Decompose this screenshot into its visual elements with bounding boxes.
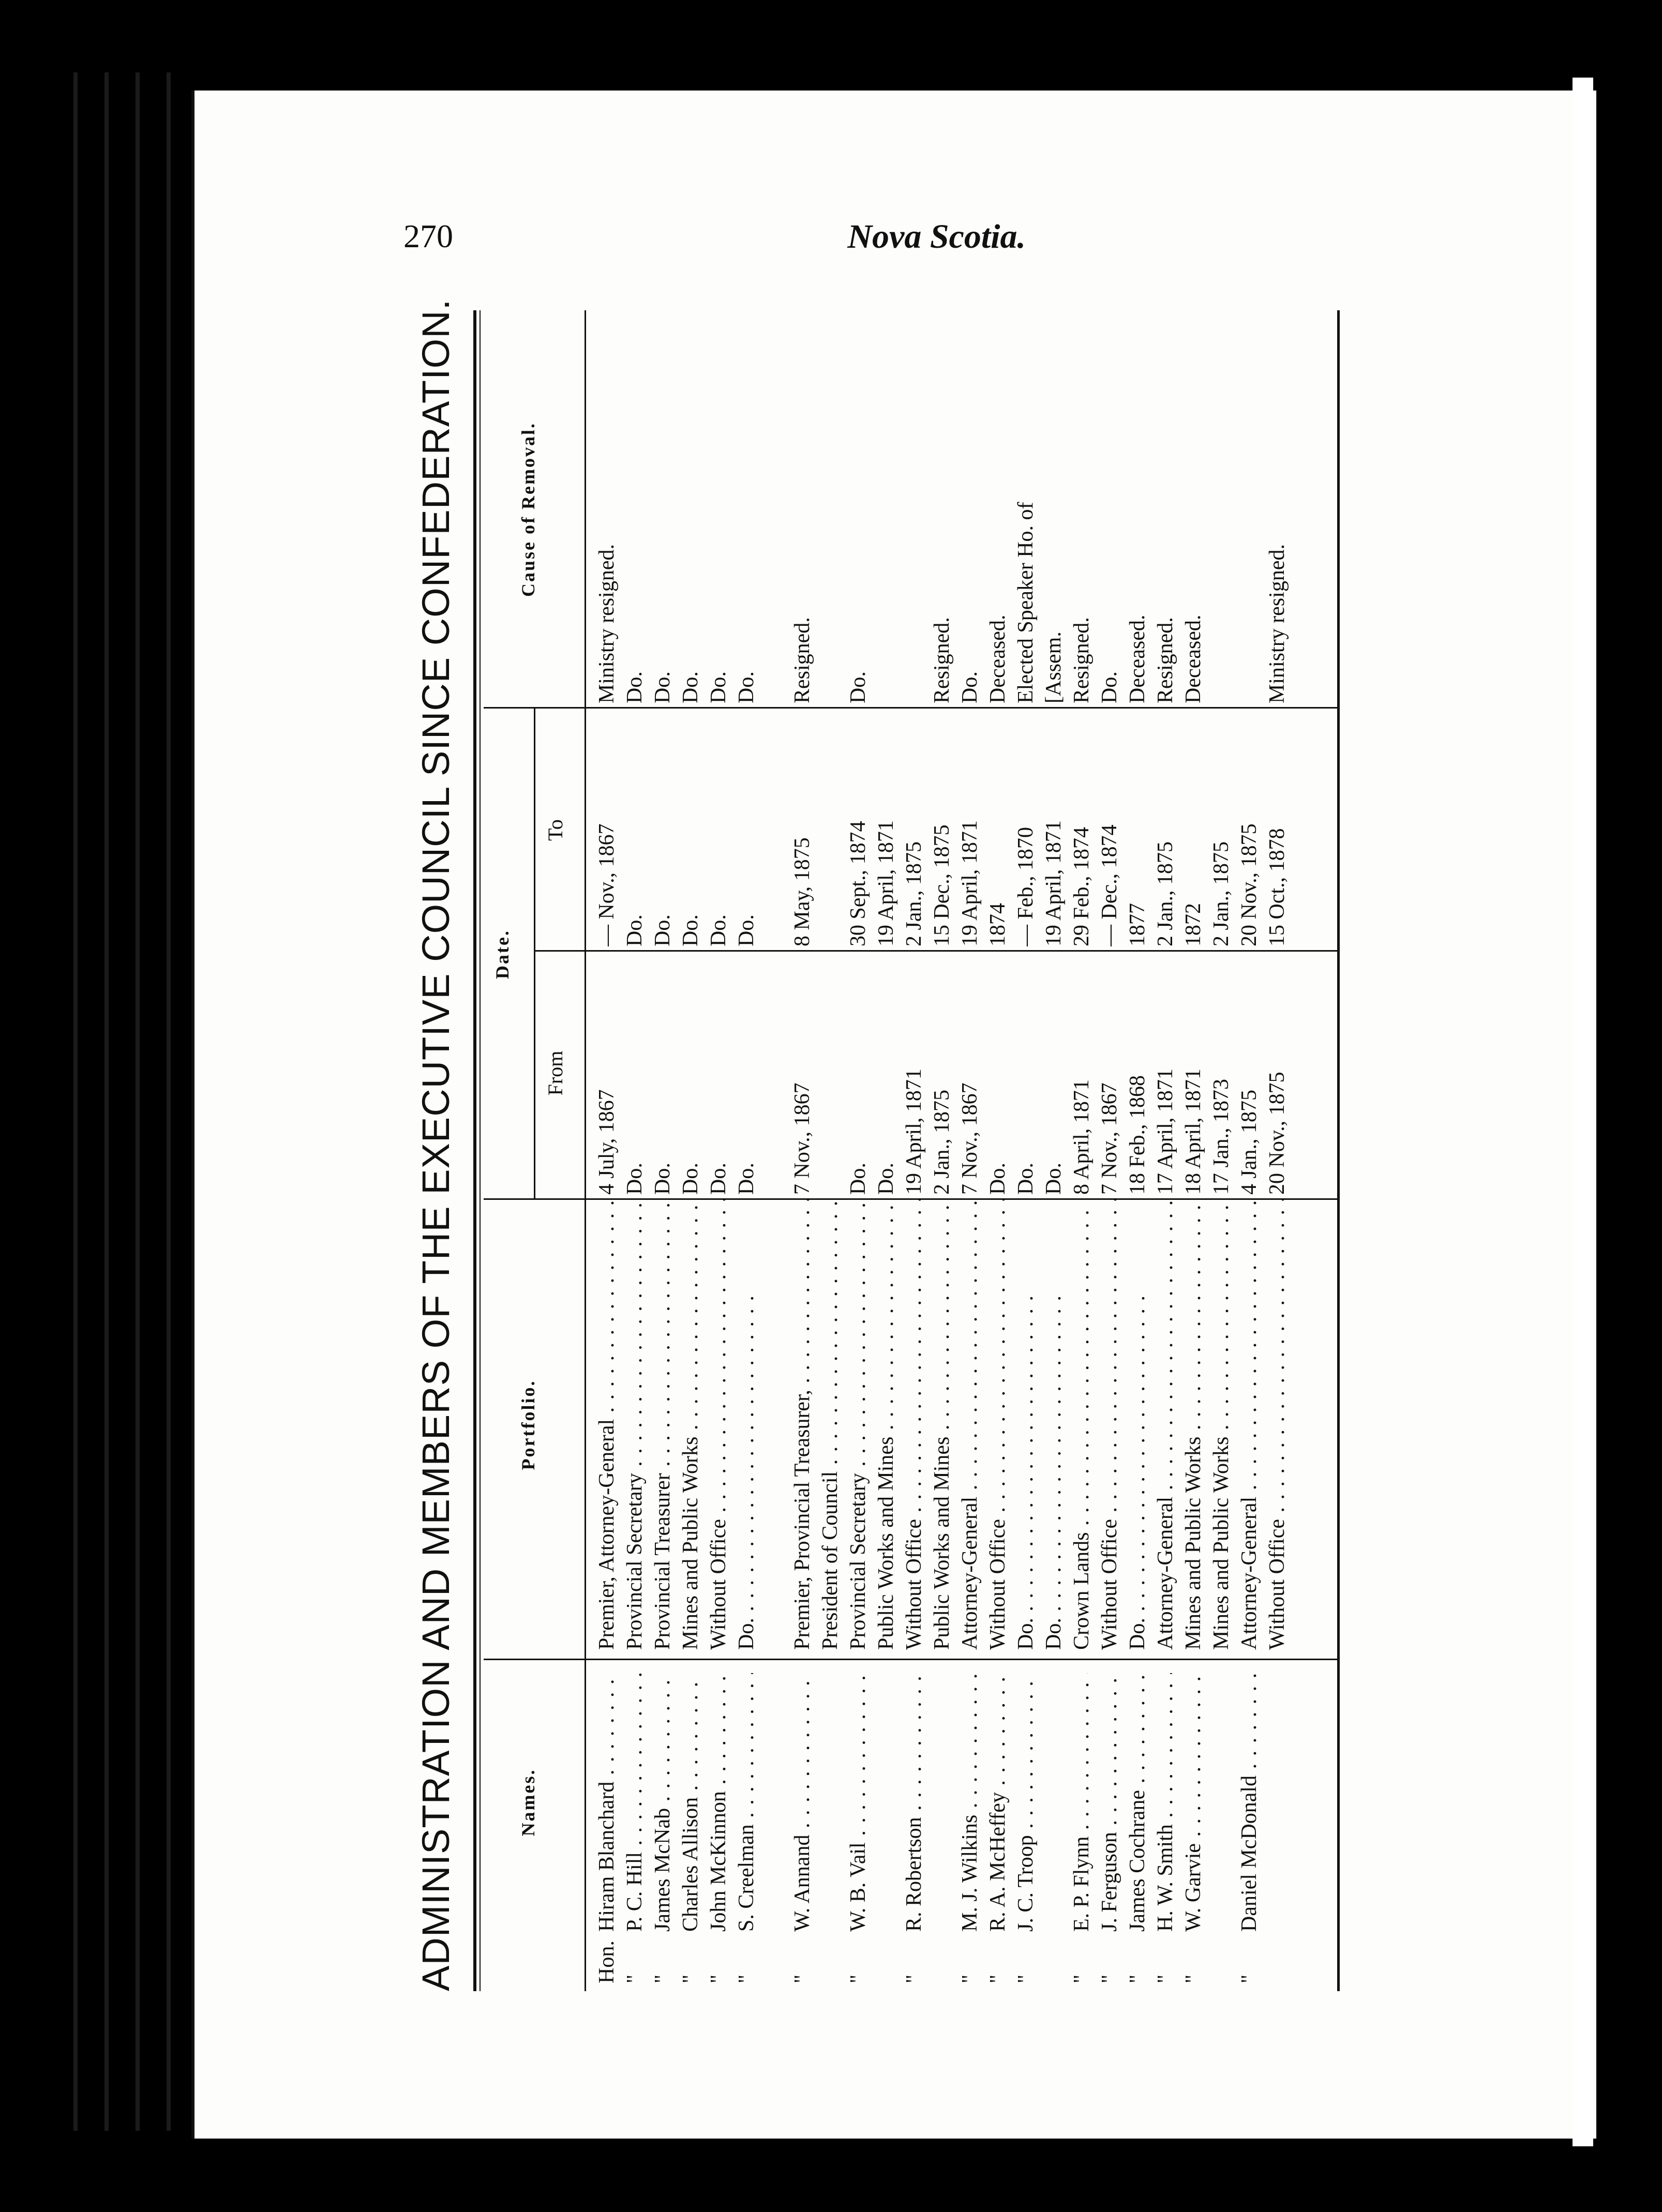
- portfolio-cell: Provincial Secretary . . .: [623, 1200, 647, 1650]
- member-name-cell: J. Ferguson . . .: [1098, 1673, 1121, 1932]
- table-row: [595, 310, 619, 1991]
- page-edge: [1573, 78, 1593, 2146]
- date-to-cell: Do.: [735, 914, 758, 946]
- table-row: [930, 310, 954, 1991]
- table-row: [986, 310, 1010, 1991]
- cause-of-removal-cell: Do.: [707, 671, 730, 703]
- date-to-cell: Do.: [623, 914, 647, 946]
- table-row: [1042, 310, 1066, 1991]
- honorific-cell: ": [735, 1974, 758, 1983]
- table-row: [874, 310, 898, 1991]
- date-to-cell: 19 April, 1871: [958, 820, 982, 946]
- date-to-cell: Do.: [679, 914, 702, 946]
- member-name-cell: E. P. Flynn . . .: [1070, 1673, 1094, 1932]
- date-to-cell: 1872: [1181, 903, 1205, 946]
- honorific-cell: ": [902, 1974, 926, 1983]
- table-row: [679, 310, 702, 1991]
- member-name-cell: Daniel McDonald . . .: [1237, 1673, 1261, 1932]
- date-from-cell: 20 Nov., 1875: [1265, 1072, 1289, 1195]
- date-to-cell: 1874: [986, 903, 1010, 946]
- header-portfolio: Portfolio.: [518, 1379, 538, 1470]
- title-rule: [473, 310, 476, 1991]
- date-to-cell: 15 Oct., 1878: [1265, 828, 1289, 946]
- member-name-cell: S. Creelman . . .: [735, 1673, 758, 1932]
- portfolio-cell: Do. . . .: [1014, 1200, 1038, 1650]
- table-row: [1014, 310, 1038, 1991]
- header-cause: Cause of Removal.: [518, 422, 538, 597]
- date-from-cell: Do.: [986, 1163, 1010, 1195]
- date-to-cell: Do.: [651, 914, 675, 946]
- portfolio-cell: Public Works and Mines . . .: [930, 1200, 954, 1650]
- honorific-cell: ": [707, 1974, 730, 1983]
- date-from-cell: Do.: [1014, 1163, 1038, 1195]
- table-row: [762, 310, 786, 1991]
- portfolio-cell: Public Works and Mines . . .: [874, 1200, 898, 1650]
- header-rule: [585, 310, 586, 1991]
- date-to-cell: — Nov., 1867: [595, 823, 619, 946]
- portfolio-cell: Do. . . .: [1126, 1200, 1149, 1650]
- cause-of-removal-cell: Do.: [735, 671, 758, 703]
- portfolio-cell: Do. . . .: [1042, 1200, 1066, 1650]
- table-row: [1154, 310, 1177, 1991]
- honorific-cell: ": [679, 1974, 702, 1983]
- date-from-cell: 4 Jan., 1875: [1237, 1090, 1261, 1195]
- portfolio-cell: Mines and Public Works . . .: [1181, 1200, 1205, 1650]
- book-binding: [62, 72, 191, 2131]
- cause-of-removal-cell: Ministry resigned.: [595, 544, 619, 703]
- table-row: [1126, 310, 1149, 1991]
- table-row: [1181, 310, 1205, 1991]
- bottom-rule: [1337, 310, 1340, 1991]
- date-from-cell: Do.: [874, 1163, 898, 1195]
- page-number: 270: [403, 218, 453, 254]
- member-name-cell: M. J. Wilkins . . .: [958, 1673, 982, 1932]
- date-from-cell: 19 April, 1871: [902, 1069, 926, 1195]
- date-to-cell: 15 Dec., 1875: [930, 824, 954, 946]
- table-row: [846, 310, 870, 1991]
- honorific-cell: ": [1098, 1974, 1121, 1983]
- member-name-cell: Charles Allison . . .: [679, 1673, 702, 1932]
- member-name-cell: P. C. Hill . . .: [623, 1673, 647, 1932]
- portfolio-cell: President of Council . . .: [818, 1200, 842, 1650]
- running-head: Nova Scotia.: [847, 218, 1026, 255]
- honorific-cell: ": [1070, 1974, 1094, 1983]
- portfolio-cell: Premier, Provincial Treasurer, . . .: [790, 1200, 814, 1650]
- cause-of-removal-cell: Deceased.: [986, 614, 1010, 703]
- portfolio-cell: Provincial Secretary . . .: [846, 1200, 870, 1650]
- date-to-cell: 20 Nov., 1875: [1237, 823, 1261, 946]
- table-row: [623, 310, 647, 1991]
- member-name-cell: James Cochrane . . .: [1126, 1673, 1149, 1932]
- cause-of-removal-cell: Resigned.: [1070, 617, 1094, 703]
- date-from-cell: Do.: [1042, 1163, 1066, 1195]
- portfolio-cell: Mines and Public Works . . .: [1209, 1200, 1233, 1650]
- cause-of-removal-cell: Do.: [1098, 671, 1121, 703]
- header-to: To: [544, 819, 567, 841]
- header-date: Date.: [492, 929, 513, 979]
- member-name-cell: W. Garvie . . .: [1181, 1673, 1205, 1932]
- header-names: Names.: [518, 1768, 538, 1837]
- member-name-cell: W. Annand . . .: [790, 1673, 814, 1932]
- date-to-cell: 29 Feb., 1874: [1070, 827, 1094, 946]
- table-row: [1209, 310, 1233, 1991]
- table-row: [1237, 310, 1261, 1991]
- honorific-cell: ": [790, 1974, 814, 1983]
- honorific-cell: ": [846, 1974, 870, 1983]
- cause-of-removal-cell: Do.: [958, 671, 982, 703]
- table-row: [1070, 310, 1094, 1991]
- portfolio-cell: Attorney-General . . .: [958, 1200, 982, 1650]
- executive-council-table: [414, 298, 1423, 1991]
- honorific-cell: ": [1181, 1974, 1205, 1983]
- member-name-cell: Hiram Blanchard . . .: [595, 1673, 619, 1932]
- cause-of-removal-cell: [Assem.: [1042, 631, 1066, 703]
- member-name-cell: R. A. McHeffey . . .: [986, 1673, 1010, 1932]
- portfolio-cell: Crown Lands . . .: [1070, 1200, 1094, 1650]
- date-from-cell: 7 Nov., 1867: [958, 1082, 982, 1195]
- date-from-cell: Do.: [735, 1163, 758, 1195]
- member-name-cell: James McNab . . .: [651, 1673, 675, 1932]
- date-from-cell: 2 Jan., 1875: [930, 1090, 954, 1195]
- portfolio-cell: Without Office . . .: [1265, 1200, 1289, 1650]
- table-row: [1098, 310, 1121, 1991]
- table-title: ADMINISTRATION AND MEMBERS OF THE EXECUTIVE COUNCIL SINCE CONFEDERATION.: [414, 298, 457, 1991]
- cause-of-removal-cell: Do.: [623, 671, 647, 703]
- honorific-cell: ": [958, 1974, 982, 1983]
- cause-of-removal-cell: Deceased.: [1126, 614, 1149, 703]
- date-to-cell: 2 Jan., 1875: [1209, 841, 1233, 946]
- portfolio-cell: Premier, Attorney-General . . .: [595, 1200, 619, 1650]
- portfolio-cell: Without Office . . .: [707, 1200, 730, 1650]
- date-to-cell: — Feb., 1870: [1014, 827, 1038, 946]
- portfolio-cell: Mines and Public Works . . .: [679, 1200, 702, 1650]
- date-to-cell: 2 Jan., 1875: [902, 841, 926, 946]
- table-row: [1265, 310, 1289, 1991]
- date-to-cell: 1877: [1126, 903, 1149, 946]
- portfolio-cell: Attorney-General . . .: [1154, 1200, 1177, 1650]
- date-from-cell: 17 April, 1871: [1154, 1069, 1177, 1195]
- title-rule-thin: [480, 310, 481, 1991]
- honorific-cell: ": [1126, 1974, 1149, 1983]
- honorific-cell: Hon.: [595, 1940, 619, 1983]
- cause-of-removal-cell: Do.: [679, 671, 702, 703]
- date-from-cell: 18 Feb., 1868: [1126, 1075, 1149, 1195]
- cause-of-removal-cell: Resigned.: [790, 617, 814, 703]
- cause-of-removal-cell: Do.: [651, 671, 675, 703]
- honorific-cell: ": [623, 1974, 647, 1983]
- date-to-cell: 8 May, 1875: [790, 837, 814, 946]
- date-from-cell: 18 April, 1871: [1181, 1069, 1205, 1195]
- date-to-cell: 19 April, 1871: [874, 820, 898, 946]
- member-name-cell: H. W. Smith . . .: [1154, 1673, 1177, 1932]
- date-from-cell: Do.: [651, 1163, 675, 1195]
- date-to-cell: — Dec., 1874: [1098, 824, 1121, 946]
- honorific-cell: ": [1237, 1974, 1261, 1983]
- date-from-cell: Do.: [707, 1163, 730, 1195]
- honorific-cell: ": [1014, 1974, 1038, 1983]
- honorific-cell: ": [1154, 1974, 1177, 1983]
- cause-of-removal-cell: Elected Speaker Ho. of: [1014, 502, 1038, 703]
- table-row: [707, 310, 730, 1991]
- date-from-cell: 7 Nov., 1867: [1098, 1082, 1121, 1195]
- cause-of-removal-cell: Resigned.: [930, 617, 954, 703]
- portfolio-cell: Attorney-General . . .: [1237, 1200, 1261, 1650]
- portfolio-cell: Do. . . .: [735, 1200, 758, 1650]
- date-to-cell: 30 Sept., 1874: [846, 821, 870, 946]
- cause-of-removal-cell: Ministry resigned.: [1265, 544, 1289, 703]
- date-from-cell: 4 July, 1867: [595, 1089, 619, 1195]
- portfolio-cell: Without Office . . .: [1098, 1200, 1121, 1650]
- cause-of-removal-cell: Deceased.: [1181, 614, 1205, 703]
- table-row: [902, 310, 926, 1991]
- date-from-cell: 7 Nov., 1867: [790, 1082, 814, 1195]
- honorific-cell: ": [986, 1974, 1010, 1983]
- date-to-cell: Do.: [707, 914, 730, 946]
- date-from-cell: Do.: [846, 1163, 870, 1195]
- member-name-cell: J. C. Troop . . .: [1014, 1673, 1038, 1932]
- table-row: [735, 310, 758, 1991]
- portfolio-cell: Provincial Treasurer . . .: [651, 1200, 675, 1650]
- date-from-cell: Do.: [623, 1163, 647, 1195]
- portfolio-cell: Without Office . . .: [986, 1200, 1010, 1650]
- date-to-cell: 2 Jan., 1875: [1154, 841, 1177, 946]
- date-from-cell: Do.: [679, 1163, 702, 1195]
- table-row: [651, 310, 675, 1991]
- member-name-cell: W. B. Vail . . .: [846, 1673, 870, 1932]
- table-row: [958, 310, 982, 1991]
- portfolio-cell: Without Office . . .: [902, 1200, 926, 1650]
- cause-of-removal-cell: Do.: [846, 671, 870, 703]
- member-name-cell: R. Robertson . . .: [902, 1673, 926, 1932]
- honorific-cell: ": [651, 1974, 675, 1983]
- date-to-cell: 19 April, 1871: [1042, 820, 1066, 946]
- table-row: [790, 310, 814, 1991]
- date-subheader-rule: [534, 709, 535, 1200]
- date-from-cell: 8 April, 1871: [1070, 1079, 1094, 1195]
- cause-of-removal-cell: Resigned.: [1154, 617, 1177, 703]
- header-from: From: [544, 1050, 567, 1096]
- date-from-cell: 17 Jan., 1873: [1209, 1079, 1233, 1195]
- table-row: [818, 310, 842, 1991]
- member-name-cell: John McKinnon . . .: [707, 1673, 730, 1932]
